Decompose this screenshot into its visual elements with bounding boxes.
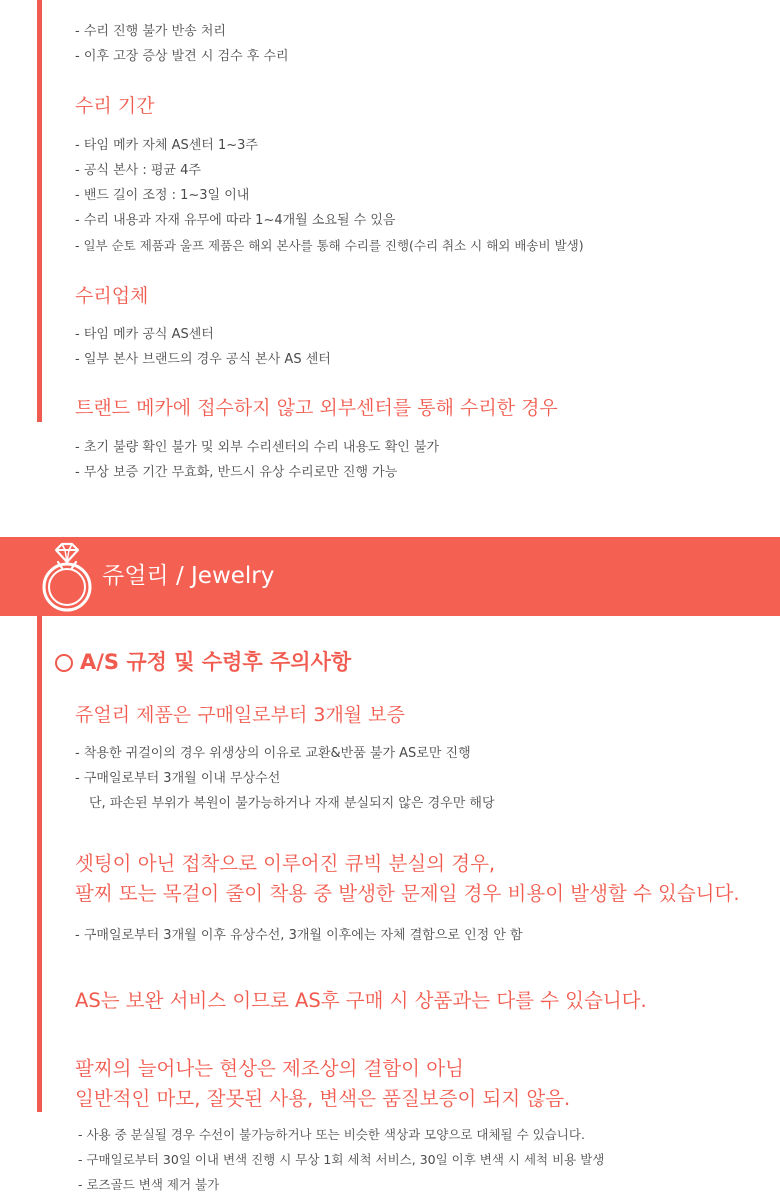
repair-period-heading: 수리 기간 — [75, 95, 155, 117]
list-item: - 일부 순토 제품과 울프 제품은 해외 본사를 통해 수리를 진행(수리 취소 시 해외 배송비 발생) — [75, 238, 584, 253]
stretch-heading-line1: 팔찌의 늘어나는 현상은 제조상의 결함이 아님 — [75, 1057, 464, 1080]
list-item: - 구매일로부터 3개월 이후 유상수선, 3개월 이후에는 자체 결함으로 인정 안 함 — [75, 928, 523, 943]
list-item: - 초기 불량 확인 불가 및 외부 수리센터의 수리 내용도 확인 불가 — [75, 440, 440, 455]
list-item: - 구매일로부터 3개월 이내 무상수선 — [75, 771, 281, 786]
list-item: - 밴드 길이 조정 : 1~3일 이내 — [75, 188, 250, 203]
repair-vendor-heading: 수리업체 — [75, 285, 149, 307]
circle-bullet-icon — [55, 654, 73, 672]
list-item: - 타임 메카 공식 AS센터 — [75, 327, 214, 342]
section-title: A/S 규정 및 수령후 주의사항 — [80, 650, 352, 674]
list-item: - 착용한 귀걸이의 경우 위생상의 이유로 교환&반품 불가 AS로만 진행 — [75, 746, 471, 761]
list-item: - 사용 중 분실될 경우 수선이 불가능하거나 또는 비슷한 색상과 모양으로 대체될 수 있습니다. — [78, 1127, 585, 1142]
list-item: - 타임 메카 자체 AS센터 1~3주 — [75, 138, 258, 153]
cubic-loss-heading-line1: 셋팅이 아닌 접착으로 이루어진 큐빅 분실의 경우, — [75, 852, 496, 875]
list-item: - 로즈골드 변색 제거 불가 — [78, 1177, 220, 1192]
list-item: - 무상 보증 기간 무효화, 반드시 유상 수리로만 진행 가능 — [75, 465, 398, 480]
list-item: - 공식 본사 : 평균 4주 — [75, 163, 201, 178]
list-item: - 수리 진행 불가 반송 처리 — [75, 24, 226, 39]
list-item: - 이후 고장 증상 발견 시 검수 후 수리 — [75, 49, 289, 64]
ring-icon — [38, 542, 96, 616]
stretch-heading-line2: 일반적인 마모, 잘못된 사용, 변색은 품질보증이 되지 않음. — [75, 1087, 571, 1110]
section-left-bar — [37, 0, 42, 422]
list-item: 단, 파손된 부위가 복원이 불가능하거나 자재 분실되지 않은 경우만 해당 — [89, 796, 495, 811]
list-item: - 수리 내용과 자재 유무에 따라 1~4개월 소요될 수 있음 — [75, 213, 396, 228]
list-item: - 일부 본사 브랜드의 경우 공식 본사 AS 센터 — [75, 352, 331, 367]
external-repair-heading: 트랜드 메카에 접수하지 않고 외부센터를 통해 수리한 경우 — [75, 397, 558, 419]
banner-title: 쥬얼리 / Jewelry — [102, 563, 275, 589]
cubic-loss-heading-line2: 팔찌 또는 목걸이 줄이 착용 중 발생한 문제일 경우 비용이 발생할 수 있습니다. — [75, 882, 740, 905]
as-notice-heading: AS는 보완 서비스 이므로 AS후 구매 시 상품과는 다를 수 있습니다. — [75, 989, 647, 1012]
section-left-bar — [37, 616, 42, 1112]
list-item: - 구매일로부터 30일 이내 변색 진행 시 무상 1회 세척 서비스, 30일 이후 변색 시 세척 비용 발생 — [78, 1152, 605, 1167]
warranty-heading: 쥬얼리 제품은 구매일로부터 3개월 보증 — [75, 704, 405, 726]
jewelry-banner — [0, 537, 780, 616]
